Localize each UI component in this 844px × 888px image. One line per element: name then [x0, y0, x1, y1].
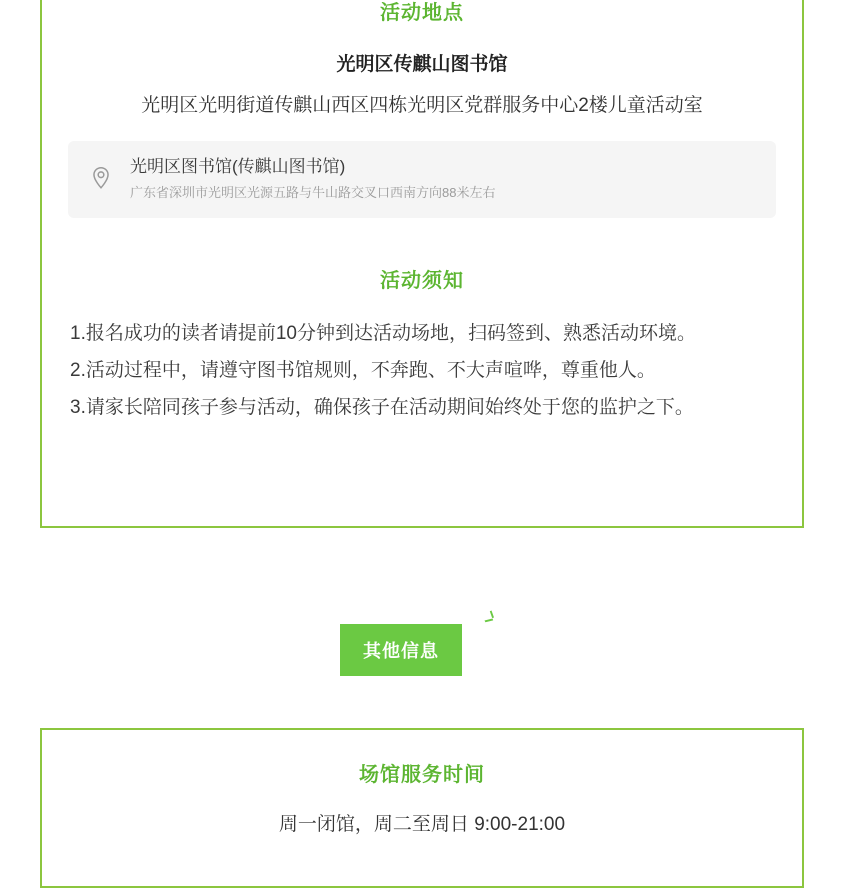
map-location-detail: 广东省深圳市光明区光源五路与牛山路交叉口西南方向88米左右: [130, 184, 496, 200]
activity-location-card: [40, 0, 804, 528]
map-location-card[interactable]: [68, 141, 776, 218]
map-location-name: 光明区图书馆(传麒山图书馆): [130, 157, 346, 176]
map-location-text: [130, 155, 758, 202]
hours-section-title: 场馆服务时间: [359, 764, 485, 786]
venue-address: 光明区光明街道传麒山西区四栋光明区党群服务中心2楼儿童活动室: [141, 95, 703, 116]
notice-list: [70, 315, 774, 426]
other-info-tag-wrapper: [340, 624, 500, 678]
list-item: 1.报名成功的读者请提前10分钟到达活动场地，扫码签到、熟悉活动环境。: [70, 322, 696, 344]
location-section-title: 活动地点: [380, 2, 464, 24]
sparkle-icon: [472, 608, 500, 636]
hours-text: 周一闭馆，周二至周日 9:00-21:00: [278, 814, 566, 835]
location-pin-icon: [86, 163, 116, 193]
list-item: 2.活动过程中，请遵守图书馆规则，不奔跑、不大声喧哗，尊重他人。: [70, 359, 656, 381]
list-item: 3.请家长陪同孩子参与活动，确保孩子在活动期间始终处于您的监护之下。: [70, 396, 694, 418]
other-info-tag-button[interactable]: 其他信息: [340, 624, 462, 676]
service-hours-card: [40, 728, 804, 888]
venue-name: 光明区传麒山图书馆: [336, 54, 508, 75]
notice-section-title: 活动须知: [380, 269, 464, 292]
